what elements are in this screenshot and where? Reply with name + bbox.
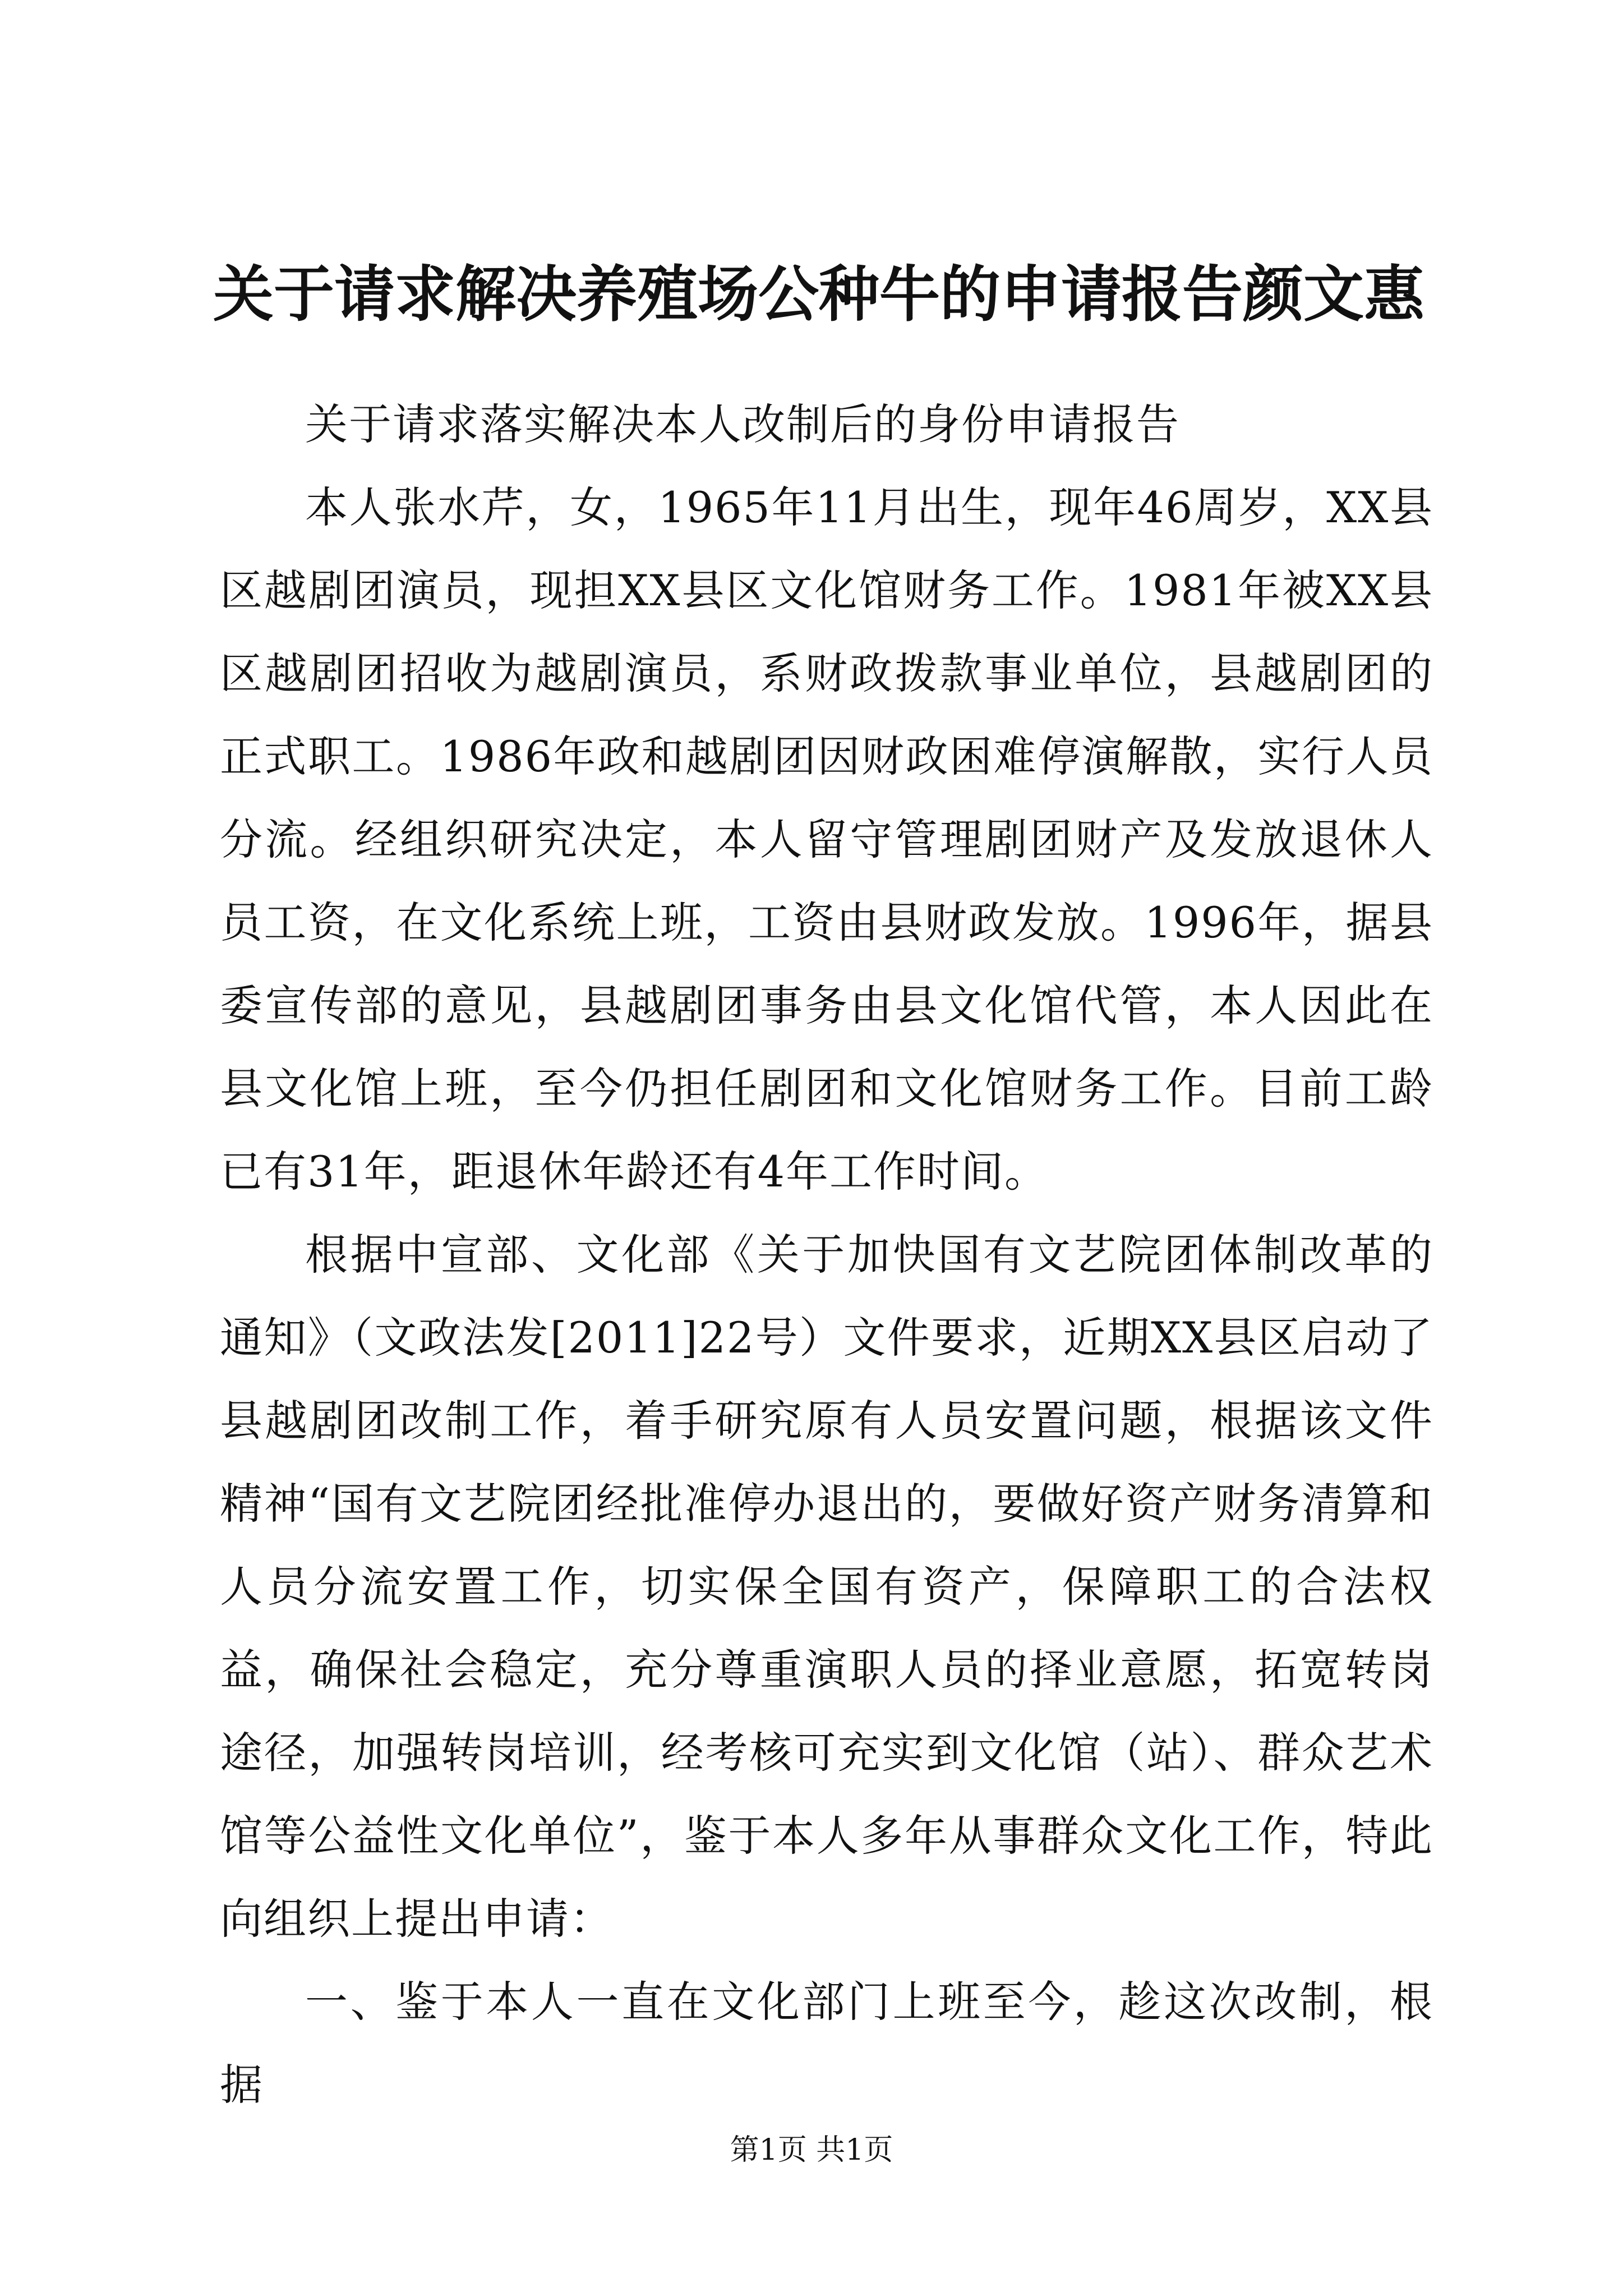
page-footer: 第1页 共1页 bbox=[730, 2133, 893, 2167]
paragraph-subtitle: 关于请求落实解决本人改制后的身份申请报告 bbox=[305, 399, 1180, 449]
paragraph-policy-basis: 根据中宣部、文化部《关于加快国有文艺院团体制改革的通知》（文政法发[2011]22号）文件要求，近期XX县区启动了县越剧团改制工作，着手研究原有人员安置问题，根据该文件精神“国有文艺院团经批准停办退出的，要做好资产财务清算和人员分流安置工作，切实保全国有资产，保障职工的合法权益，确保社会稳定，充分尊重演职人员的择业意愿，拓宽转岗途径，加强转岗培训，经考核可充实到文化馆（站）、群众艺术馆等公益性文化单位”，鉴于本人多年从事群众文化工作，特此向组织上提出申请： bbox=[220, 1230, 1433, 1944]
document-body bbox=[220, 383, 1433, 2127]
paragraph-personal-info: 本人张水芹，女，1965年11月出生，现年46周岁，XX县区越剧团演员，现担XX县区文化馆财务工作。1981年被XX县区越剧团招收为越剧演员，系财政拨款事业单位，县越剧团的正式职工。1986年政和越剧团因财政困难停演解散，实行人员分流。经组织研究决定，本人留守管理剧团财产及发放退休人员工资，在文化系统上班，工资由县财政发放。1996年，据县委宣传部的意见，县越剧团事务由县文化馆代管，本人因此在县文化馆上班，至今仍担任剧团和文化馆财务工作。目前工龄已有31年，距退休年龄还有4年工作时间。 bbox=[220, 482, 1433, 1197]
paragraph-request-one: 一、鉴于本人一直在文化部门上班至今，趁这次改制，根据 bbox=[220, 1977, 1433, 2110]
document-title: 关于请求解决养殖场公种牛的申请报告颜文惠 bbox=[213, 259, 1424, 330]
